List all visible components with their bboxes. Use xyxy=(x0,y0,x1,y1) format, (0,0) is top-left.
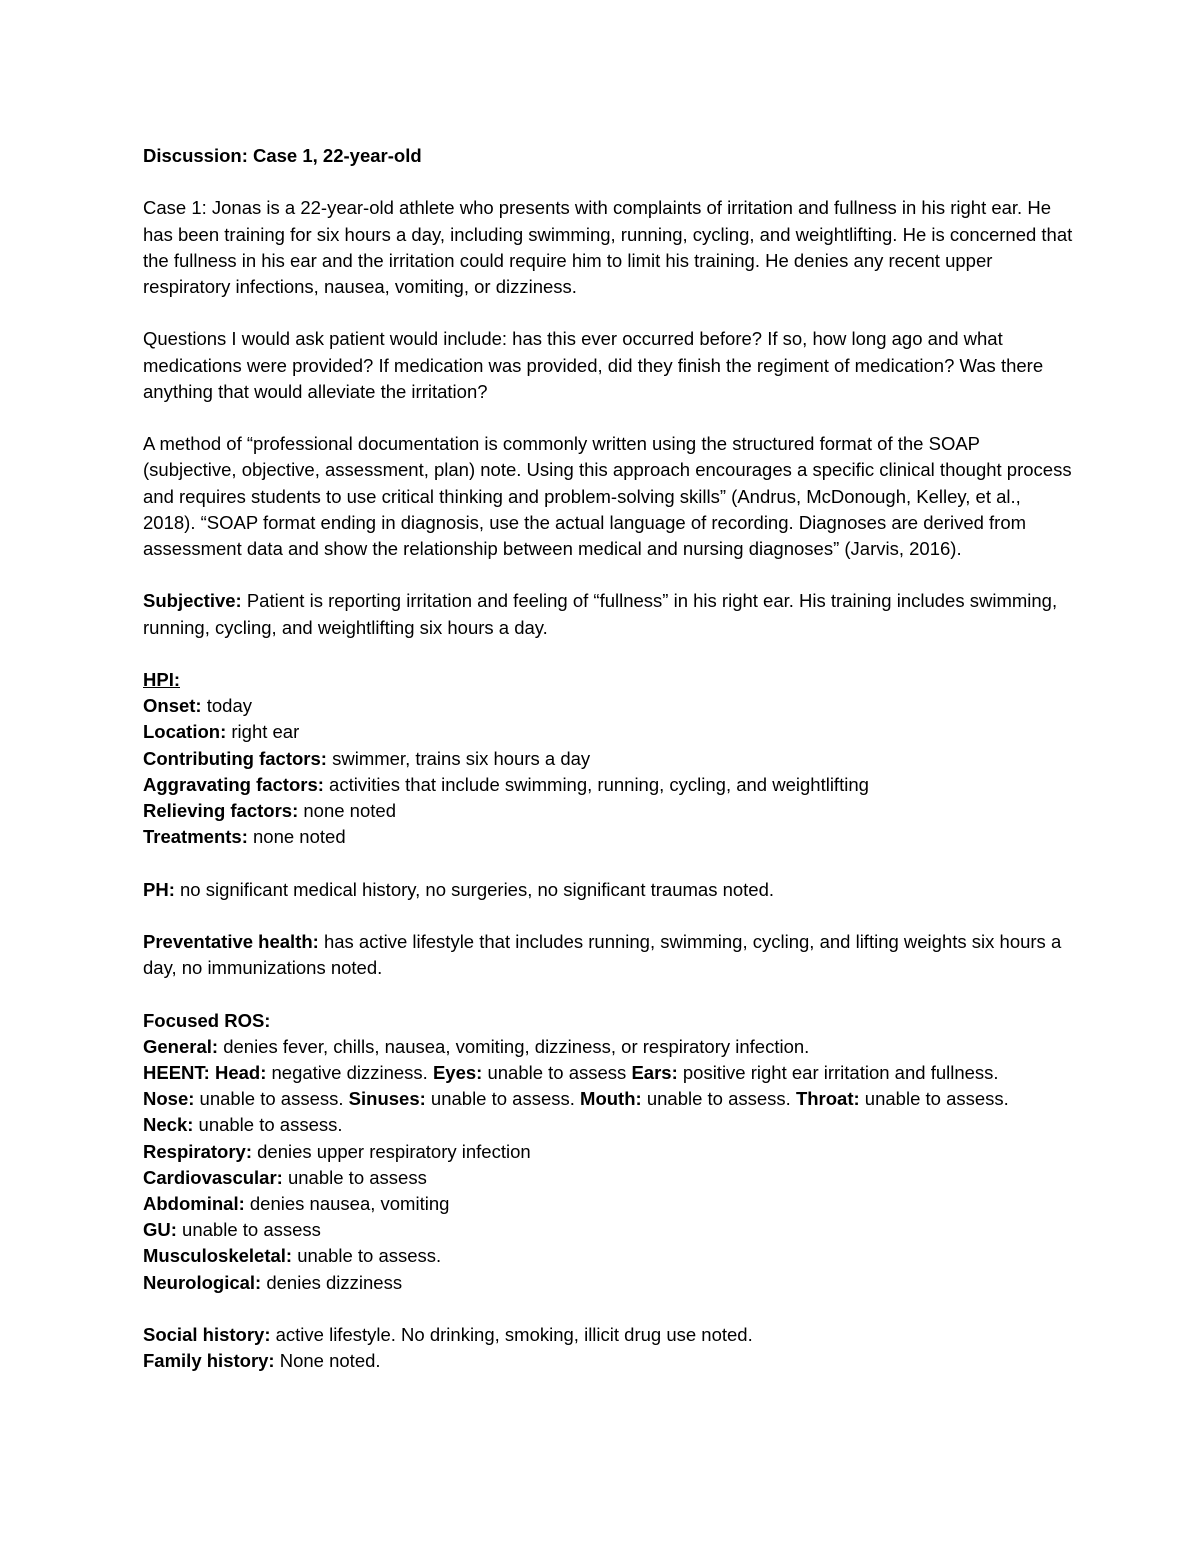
hpi-value: right ear xyxy=(226,721,300,743)
ros-heent xyxy=(143,1060,1073,1086)
social-history xyxy=(143,1322,1073,1348)
ros-value: denies dizziness xyxy=(261,1271,403,1293)
hpi-value: activities that include swimming, running, cycling, and weightlifting xyxy=(323,773,869,795)
ros-value: negative dizziness. xyxy=(266,1061,428,1083)
hpi-location xyxy=(143,719,1073,745)
ros-label: Nose: xyxy=(143,1088,195,1110)
ph-section xyxy=(143,877,1073,903)
ros-general xyxy=(143,1034,1073,1060)
ph-label: PH: xyxy=(143,878,175,900)
family-history-text: None noted. xyxy=(274,1350,381,1372)
ros-gu xyxy=(143,1217,1073,1243)
subjective-text: Patient is reporting irritation and feeling of “fullness” in his right ear. His training includes swimming, running, cycling, and weightlifting six hours a day. xyxy=(143,590,1058,638)
ros-value: unable to assess xyxy=(282,1166,427,1188)
hpi-section xyxy=(143,667,1073,850)
ros-label: Cardiovascular: xyxy=(143,1166,283,1188)
hpi-label: Treatments: xyxy=(143,826,248,848)
hpi-value: today xyxy=(201,695,252,717)
preventative-health-label: Preventative health: xyxy=(143,930,319,952)
ros-label: GU: xyxy=(143,1219,177,1241)
ros-value: unable to assess. xyxy=(292,1245,442,1267)
ros-label: Respiratory: xyxy=(143,1140,252,1162)
ros-label: Mouth: xyxy=(580,1088,642,1110)
ros-value: unable to assess. xyxy=(859,1088,1009,1110)
ros-value: positive right ear irritation and fullness. xyxy=(677,1061,999,1083)
questions-paragraph: Questions I would ask patient would include: has this ever occurred before? If so, how long ago and what medications were provided? If medication was provided, did they finish the regiment of medication? Was there anything that would alleviate the irritation? xyxy=(143,328,1044,402)
ph-text: no significant medical history, no surgeries, no significant traumas noted. xyxy=(174,878,775,900)
ros-nose-sinuses-mouth-throat xyxy=(143,1086,1073,1112)
ros-neck xyxy=(143,1112,1073,1138)
history-section xyxy=(143,1322,1073,1374)
hpi-label: Relieving factors: xyxy=(143,800,299,821)
preventative-health-text: has active lifestyle that includes running, swimming, cycling, and lifting weights six hours a day, no immunizations noted. xyxy=(143,930,1062,979)
ros-value: denies nausea, vomiting xyxy=(244,1193,450,1214)
hpi-value: swimmer, trains six hours a day xyxy=(326,747,591,769)
ros-value: unable to assess xyxy=(176,1219,321,1241)
hpi-label: Aggravating factors: xyxy=(143,773,324,795)
hpi-label: Contributing factors: xyxy=(143,747,327,769)
hpi-value: none noted xyxy=(247,826,346,848)
method-paragraph: A method of “professional documentation is commonly written using the structured format of the SOAP (subjective, objective, assessment, plan) note. Using this approach encourages a specific clinical thought process and requires students to use critical thinking and problem-solving skills” (Andrus, McDonough, Kelley, et al., 2018). “SOAP format ending in diagnosis, use the actual language of recording. Diagnoses are derived from assessment data and show the relationship between medical and nursing diagnoses” (Jarvis, 2016). xyxy=(143,433,1072,559)
family-history-label: Family history: xyxy=(143,1350,275,1372)
ros-label: Neurological: xyxy=(143,1271,262,1293)
ros-neurological xyxy=(143,1270,1073,1296)
document-page xyxy=(143,143,1073,1374)
ros-value: denies fever, chills, nausea, vomiting, dizziness, or respiratory infection. xyxy=(218,1035,810,1057)
ros-musculoskeletal xyxy=(143,1243,1073,1269)
ros-value: unable to assess. xyxy=(425,1088,575,1110)
social-history-text: active lifestyle. No drinking, smoking, illicit drug use noted. xyxy=(270,1324,753,1345)
hpi-value: none noted xyxy=(298,800,396,821)
ros-label: HEENT: xyxy=(143,1061,210,1083)
hpi-label: Onset: xyxy=(143,695,202,717)
ros-label: Musculoskeletal: xyxy=(143,1245,293,1267)
ros-cardiovascular xyxy=(143,1165,1073,1191)
family-history xyxy=(143,1348,1073,1374)
hpi-relieving-factors xyxy=(143,798,1073,824)
hpi-contributing-factors xyxy=(143,746,1073,772)
hpi-onset xyxy=(143,693,1073,719)
ros-label: Sinuses: xyxy=(348,1088,426,1110)
hpi-label: Location: xyxy=(143,721,227,743)
ros-value: unable to assess. xyxy=(641,1088,791,1110)
ros-label: Throat: xyxy=(795,1088,860,1110)
hpi-heading: HPI: xyxy=(143,668,180,690)
ros-value: unable to assess. xyxy=(194,1088,349,1110)
hpi-aggravating-factors xyxy=(143,772,1073,798)
case-paragraph: Case 1: Jonas is a 22-year-old athlete who presents with complaints of irritation and fullness in his right ear. He has been training for six hours a day, including swimming, running, cycling, and weightlifting. He is concerned that the fullness in his ear and the irritation could require him to limit his training. He denies any recent upper respiratory infections, nausea, vomiting, or dizziness. xyxy=(143,197,1073,297)
document-title: Discussion: Case 1, 22-year-old xyxy=(143,145,422,166)
focused-ros-section xyxy=(143,1008,1073,1296)
social-history-label: Social history: xyxy=(143,1324,271,1345)
preventative-health-section xyxy=(143,929,1073,981)
ros-value: unable to assess. xyxy=(193,1114,343,1136)
hpi-treatments xyxy=(143,824,1073,850)
ros-label: Ears: xyxy=(631,1061,678,1083)
ros-label: Eyes: xyxy=(432,1061,483,1083)
ros-abdominal xyxy=(143,1191,1073,1217)
ros-label: Neck: xyxy=(143,1114,194,1136)
ros-value: denies upper respiratory infection xyxy=(251,1140,531,1162)
subjective-section xyxy=(143,588,1073,640)
ros-label: Abdominal: xyxy=(143,1193,245,1214)
ros-heading: Focused ROS: xyxy=(143,1009,271,1031)
ros-label: General: xyxy=(143,1035,219,1057)
subjective-label: Subjective: xyxy=(143,590,242,612)
ros-respiratory xyxy=(143,1139,1073,1165)
ros-label: Head: xyxy=(214,1061,267,1083)
ros-value: unable to assess xyxy=(482,1061,627,1083)
